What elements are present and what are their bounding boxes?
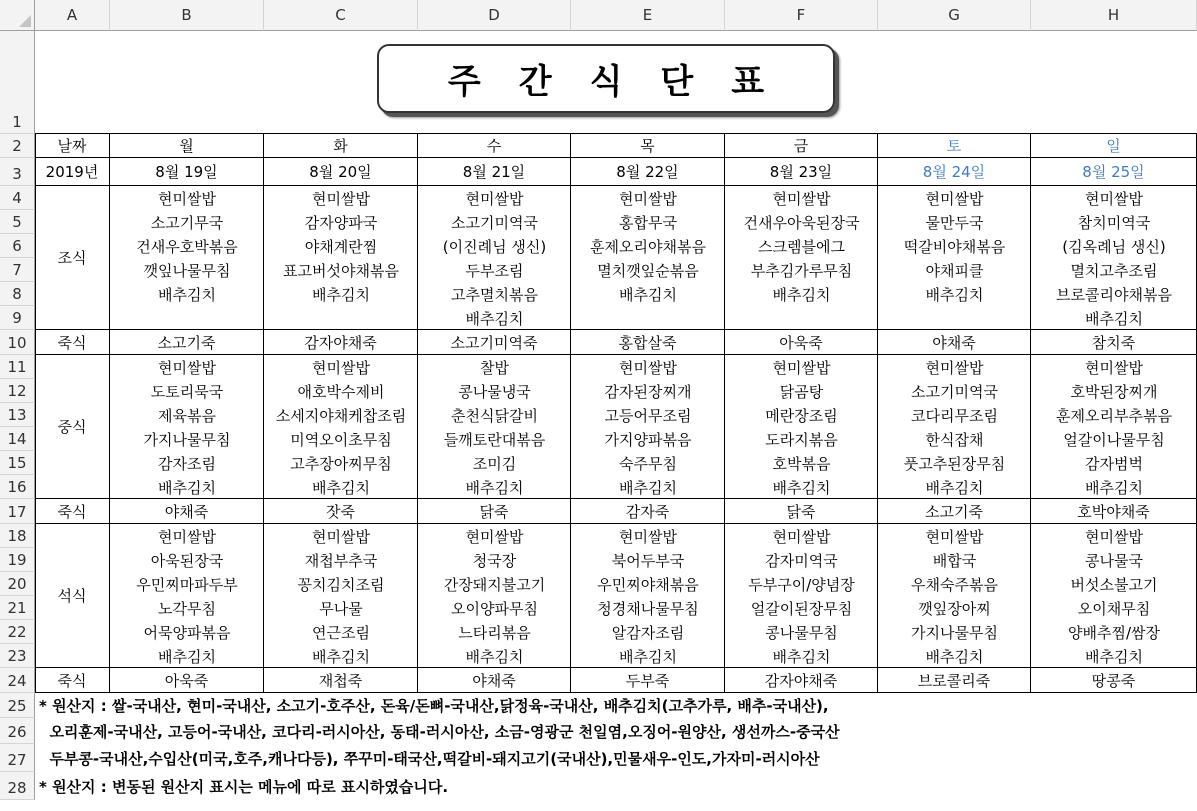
row-header-11[interactable]: 11	[0, 355, 35, 379]
menu-item-cell[interactable]: 들깨토란대볶음	[443, 430, 546, 449]
row-header-15[interactable]: 15	[0, 451, 35, 475]
menu-item-cell[interactable]: 배추김치	[619, 285, 677, 304]
meal-label-cell[interactable]: 죽식	[35, 330, 110, 355]
year-cell[interactable]: 2019년	[35, 158, 110, 186]
menu-item-cell[interactable]: 고추장아찌무침	[290, 454, 392, 473]
menu-item-cell[interactable]	[878, 306, 1031, 330]
porridge-cell[interactable]: 홍합살죽	[571, 330, 725, 355]
menu-item-cell[interactable]: 소고기무국	[150, 213, 224, 232]
menu-item-cell[interactable]: 브로콜리야채볶음	[1056, 285, 1172, 304]
menu-item-cell[interactable]: 한식잡채	[925, 430, 984, 449]
menu-item-cell[interactable]: 현미쌀밥	[772, 358, 831, 377]
meal-label-cell[interactable]: 죽식	[35, 668, 110, 693]
menu-item-cell[interactable]: 버섯소불고기	[1070, 575, 1158, 594]
menu-item-cell[interactable]: 감자조림	[158, 454, 216, 473]
menu-item-cell[interactable]: 양배추찜/쌈장	[1068, 623, 1160, 642]
menu-item-cell[interactable]: 콩나물국	[1085, 551, 1143, 570]
menu-item-cell[interactable]: 호박된장찌개	[1070, 382, 1158, 401]
column-header-c[interactable]: C	[264, 0, 418, 31]
porridge-cell[interactable]: 닭죽	[418, 499, 571, 524]
porridge-cell[interactable]: 닭죽	[725, 499, 878, 524]
menu-item-cell[interactable]: 현미쌀밥	[619, 358, 677, 377]
column-header-b[interactable]: B	[110, 0, 264, 31]
menu-item-cell[interactable]: 야채계란찜	[304, 237, 378, 256]
menu-item-cell[interactable]: 배추김치	[772, 285, 831, 304]
menu-item-cell[interactable]: 얼갈이나물무침	[1063, 430, 1165, 449]
menu-item-cell[interactable]	[110, 306, 264, 330]
menu-item-cell[interactable]: 제육볶음	[158, 406, 216, 425]
row-header-8[interactable]: 8	[0, 282, 35, 306]
porridge-cell[interactable]: 아욱죽	[110, 668, 264, 693]
menu-item-cell[interactable]: 현미쌀밥	[312, 358, 370, 377]
menu-item-cell[interactable]: 떡갈비야채볶음	[903, 237, 1006, 256]
menu-item-cell[interactable]: 배추김치	[772, 647, 831, 666]
menu-item-cell[interactable]: 느타리볶음	[458, 623, 531, 642]
menu-item-cell[interactable]: 배합국	[932, 551, 977, 570]
menu-item-cell[interactable]: 아욱된장국	[150, 551, 224, 570]
row-header-28[interactable]: 28	[0, 772, 35, 800]
porridge-cell[interactable]: 잣죽	[264, 499, 418, 524]
menu-item-cell[interactable]: 야채피클	[925, 261, 984, 280]
row-header-27[interactable]: 27	[0, 744, 35, 772]
menu-item-cell[interactable]: 현미쌀밥	[925, 358, 984, 377]
menu-item-cell[interactable]: 가지나물무침	[911, 623, 998, 642]
menu-item-cell[interactable]: 감자미역국	[765, 551, 838, 570]
menu-item-cell[interactable]: 미역오이초무침	[290, 430, 392, 449]
day-header-cell[interactable]: 화	[264, 134, 418, 158]
menu-item-cell[interactable]: 홍합무국	[619, 213, 677, 232]
menu-item-cell[interactable]: 얼갈이된장무침	[750, 599, 853, 618]
porridge-cell[interactable]: 브로콜리죽	[878, 668, 1031, 693]
menu-item-cell[interactable]: 현미쌀밥	[772, 527, 831, 546]
menu-item-cell[interactable]: 현미쌀밥	[158, 189, 216, 208]
menu-item-cell[interactable]: 소고기미역국	[451, 213, 538, 232]
menu-item-cell[interactable]: 표고버섯야채볶음	[283, 261, 399, 280]
porridge-cell[interactable]: 재첩죽	[264, 668, 418, 693]
menu-item-cell[interactable]: 배추김치	[619, 647, 677, 666]
column-header-d[interactable]: D	[418, 0, 571, 31]
menu-item-cell[interactable]: 북어두부국	[611, 551, 685, 570]
row-header-21[interactable]: 21	[0, 596, 35, 620]
menu-item-cell[interactable]: 현미쌀밥	[1085, 189, 1143, 208]
menu-item-cell[interactable]: 배추김치	[312, 285, 370, 304]
menu-item-cell[interactable]: 배추김치	[1085, 309, 1143, 328]
menu-item-cell[interactable]: 고추멸치볶음	[451, 285, 538, 304]
menu-item-cell[interactable]: 숙주무침	[619, 454, 677, 473]
menu-item-cell[interactable]: 배추김치	[619, 478, 677, 497]
menu-item-cell[interactable]: 현미쌀밥	[619, 189, 677, 208]
menu-item-cell[interactable]: 청국장	[472, 551, 517, 570]
date-cell[interactable]: 8월 23일	[725, 158, 878, 186]
row-header-18[interactable]: 18	[0, 524, 35, 548]
menu-item-cell[interactable]: 현미쌀밥	[772, 189, 831, 208]
row-header-26[interactable]: 26	[0, 718, 35, 744]
menu-item-cell[interactable]: 멸치고추조림	[1070, 261, 1158, 280]
menu-item-cell[interactable]: 메란장조림	[765, 406, 838, 425]
menu-item-cell[interactable]: 가지나물무침	[143, 430, 231, 449]
menu-item-cell[interactable]: 현미쌀밥	[1085, 527, 1143, 546]
row-header-12[interactable]: 12	[0, 379, 35, 403]
day-header-cell[interactable]: 월	[110, 134, 264, 158]
origin-note-line[interactable]: * 원산지 : 쌀-국내산, 현미-국내산, 소고기-호주산, 돈육/돈뼈-국내산,닭정육-국내산, 배추김치(고추가루, 배추-국내산),	[39, 697, 829, 715]
menu-item-cell[interactable]: 배추김치	[1085, 647, 1143, 666]
column-header-g[interactable]: G	[878, 0, 1031, 31]
row-header-4[interactable]: 4	[0, 186, 35, 210]
menu-item-cell[interactable]: 배추김치	[158, 647, 216, 666]
menu-item-cell[interactable]: 현미쌀밥	[925, 189, 984, 208]
column-header-e[interactable]: E	[571, 0, 725, 31]
cell-grid	[35, 31, 1197, 811]
row-header-10[interactable]: 10	[0, 330, 35, 355]
porridge-cell[interactable]: 호박야채죽	[1031, 499, 1197, 524]
menu-item-cell[interactable]: 훈제오리야채볶음	[590, 237, 706, 256]
date-cell[interactable]: 8월 19일	[110, 158, 264, 186]
menu-item-cell[interactable]: 감자양파국	[304, 213, 378, 232]
date-cell[interactable]: 8월 21일	[418, 158, 571, 186]
menu-item-cell[interactable]: 현미쌀밥	[1085, 358, 1143, 377]
row-header-20[interactable]: 20	[0, 572, 35, 596]
row-header-3[interactable]: 3	[0, 158, 35, 186]
menu-item-cell[interactable]: 감자범벅	[1085, 454, 1143, 473]
origin-note-line[interactable]: 오리훈제-국내산, 고등어-국내산, 코다리-러시아산, 동태-러시아산, 소금-영광군 천일염,오징어-원양산, 생선까스-중국산	[39, 722, 840, 741]
menu-item-cell[interactable]: 조미김	[472, 454, 517, 473]
row-header-19[interactable]: 19	[0, 548, 35, 572]
menu-item-cell[interactable]	[571, 306, 725, 330]
row-header-22[interactable]: 22	[0, 620, 35, 644]
porridge-cell[interactable]: 소고기죽	[878, 499, 1031, 524]
porridge-cell[interactable]: 땅콩죽	[1031, 668, 1197, 693]
day-header-cell[interactable]: 목	[571, 134, 725, 158]
menu-item-cell[interactable]: 배추김치	[1085, 478, 1143, 497]
date-cell[interactable]: 8월 25일	[1031, 158, 1197, 186]
porridge-cell[interactable]: 감자죽	[571, 499, 725, 524]
menu-item-cell[interactable]: 오이양파무침	[451, 599, 538, 618]
menu-item-cell[interactable]: 도토리묵국	[150, 382, 224, 401]
menu-item-cell[interactable]: 우민찌야채볶음	[597, 575, 699, 594]
menu-item-cell[interactable]: 깻잎나물무침	[143, 261, 231, 280]
menu-item-cell[interactable]: 오이채무침	[1077, 599, 1151, 618]
menu-item-cell[interactable]: 우민찌마파두부	[136, 575, 238, 594]
porridge-cell[interactable]: 야채죽	[878, 330, 1031, 355]
menu-item-cell[interactable]: 배추김치	[158, 478, 216, 497]
menu-item-cell[interactable]: 배추김치	[465, 478, 524, 497]
menu-item-cell[interactable]: 스크렘블에그	[758, 237, 845, 256]
menu-item-cell[interactable]: 가지양파볶음	[604, 430, 692, 449]
menu-item-cell[interactable]: 현미쌀밥	[158, 358, 216, 377]
menu-item-cell[interactable]: 호박볶음	[772, 454, 831, 473]
menu-item-cell[interactable]: 현미쌀밥	[312, 189, 370, 208]
porridge-cell[interactable]: 소고기미역죽	[418, 330, 571, 355]
porridge-cell[interactable]: 야채죽	[418, 668, 571, 693]
porridge-cell[interactable]: 야채죽	[110, 499, 264, 524]
menu-item-cell[interactable]: 연근조림	[312, 623, 370, 642]
menu-item-cell[interactable]: 배추김치	[158, 285, 216, 304]
menu-item-cell[interactable]: 우채숙주볶음	[911, 575, 998, 594]
meal-label-cell[interactable]: 조식	[35, 186, 110, 330]
date-cell[interactable]: 8월 24일	[878, 158, 1031, 186]
meal-label-cell[interactable]: 중식	[35, 355, 110, 499]
row-header-1[interactable]: 1	[0, 31, 35, 134]
date-cell[interactable]: 8월 20일	[264, 158, 418, 186]
row-header-23[interactable]: 23	[0, 644, 35, 668]
menu-item-cell[interactable]: 소세지야채케찹조림	[275, 406, 407, 425]
menu-item-cell[interactable]: 청경채나물무침	[597, 599, 699, 618]
menu-item-cell[interactable]: 두부조림	[465, 261, 524, 280]
row-header-2[interactable]: 2	[0, 134, 35, 158]
column-header-a[interactable]: A	[35, 0, 110, 31]
menu-item-cell[interactable]: 풋고추된장무침	[903, 454, 1006, 473]
menu-item-cell[interactable]: 도라지볶음	[765, 430, 838, 449]
menu-item-cell[interactable]: 감자된장찌개	[604, 382, 692, 401]
column-header-f[interactable]: F	[725, 0, 878, 31]
row-header-25[interactable]: 25	[0, 693, 35, 718]
menu-item-cell[interactable]: 배추김치	[465, 647, 524, 666]
row-header-9[interactable]: 9	[0, 306, 35, 330]
day-header-cell[interactable]: 토	[878, 134, 1031, 158]
title-box[interactable]	[377, 44, 835, 113]
menu-item-cell[interactable]: 배추김치	[772, 478, 831, 497]
row-header-24[interactable]: 24	[0, 668, 35, 693]
row-header-17[interactable]: 17	[0, 499, 35, 524]
menu-item-cell[interactable]: 배추김치	[925, 285, 984, 304]
porridge-cell[interactable]: 감자야채죽	[264, 330, 418, 355]
menu-item-cell[interactable]: 배추김치	[312, 647, 370, 666]
menu-item-cell[interactable]	[264, 306, 418, 330]
porridge-cell[interactable]: 두부죽	[571, 668, 725, 693]
menu-item-cell[interactable]: 현미쌀밥	[158, 527, 216, 546]
day-header-cell[interactable]: 일	[1031, 134, 1197, 158]
meal-label-cell[interactable]: 죽식	[35, 499, 110, 524]
menu-item-cell[interactable]: 닭곰탕	[779, 382, 824, 401]
menu-item-cell[interactable]: 현미쌀밥	[619, 527, 677, 546]
menu-item-cell[interactable]: 어묵양파볶음	[143, 623, 231, 642]
page-title: 주간식단표	[447, 62, 803, 102]
menu-item-cell[interactable]: 노각무침	[158, 599, 216, 618]
menu-item-cell[interactable]: 깻잎장아찌	[918, 599, 991, 618]
column-header-h[interactable]: H	[1031, 0, 1197, 31]
menu-item-cell[interactable]: 애호박수제비	[297, 382, 385, 401]
porridge-cell[interactable]: 소고기죽	[110, 330, 264, 355]
menu-item-cell[interactable]	[725, 306, 878, 330]
row-header-7[interactable]: 7	[0, 258, 35, 282]
select-all-corner[interactable]	[0, 0, 35, 31]
row-header-16[interactable]: 16	[0, 475, 35, 499]
menu-item-cell[interactable]: 참치미역국	[1077, 213, 1151, 232]
menu-item-cell[interactable]: 꽁치김치조림	[297, 575, 385, 594]
date-label-cell[interactable]: 날짜	[35, 134, 110, 158]
origin-note-line[interactable]: 두부콩-국내산,수입산(미국,호주,캐나다등), 쭈꾸미-태국산,떡갈비-돼지고기(국내산),민물새우-인도,가자미-러시아산	[39, 749, 820, 768]
day-header-cell[interactable]: 수	[418, 134, 571, 158]
menu-item-cell[interactable]: 현미쌀밥	[465, 527, 524, 546]
origin-note-line[interactable]: * 원산지 : 변동된 원산지 표시는 메뉴에 따로 표시하였습니다.	[39, 777, 449, 796]
menu-item-cell[interactable]: 재첩부추국	[304, 551, 378, 570]
meal-label-cell[interactable]: 석식	[35, 524, 110, 668]
menu-item-cell[interactable]: 코다리무조림	[911, 406, 998, 425]
menu-item-cell[interactable]: 무나물	[319, 599, 363, 618]
menu-item-cell[interactable]: 알감자조림	[611, 623, 685, 642]
menu-item-cell[interactable]: 배추김치	[465, 309, 524, 328]
menu-item-cell[interactable]: 현미쌀밥	[312, 527, 370, 546]
row-header-14[interactable]: 14	[0, 427, 35, 451]
menu-item-cell[interactable]: 배추김치	[312, 478, 370, 497]
porridge-cell[interactable]: 아욱죽	[725, 330, 878, 355]
menu-item-cell[interactable]: 찰밥	[480, 358, 509, 377]
menu-item-cell[interactable]: 두부구이/양념장	[748, 575, 855, 594]
menu-item-cell[interactable]: (김옥례님 생신)	[1062, 237, 1166, 256]
menu-item-cell[interactable]: 건새우아욱된장국	[743, 213, 860, 232]
menu-item-cell[interactable]: 배추김치	[925, 647, 984, 666]
row-header-5[interactable]: 5	[0, 210, 35, 234]
menu-item-cell[interactable]: 고등어무조림	[604, 406, 692, 425]
menu-item-cell[interactable]: 간장돼지불고기	[443, 575, 546, 594]
menu-item-cell[interactable]: 콩나물무침	[765, 623, 838, 642]
menu-item-cell[interactable]: 훈제오리부추볶음	[1056, 406, 1172, 425]
menu-item-cell[interactable]: 물만두국	[925, 213, 984, 232]
menu-item-cell[interactable]: 배추김치	[925, 478, 984, 497]
porridge-cell[interactable]: 감자야채죽	[725, 668, 878, 693]
menu-item-cell[interactable]: 현미쌀밥	[465, 189, 524, 208]
porridge-cell[interactable]: 참치죽	[1031, 330, 1197, 355]
menu-item-cell[interactable]: 현미쌀밥	[925, 527, 984, 546]
menu-item-cell[interactable]: 건새우호박볶음	[136, 237, 238, 256]
date-cell[interactable]: 8월 22일	[571, 158, 725, 186]
row-header-6[interactable]: 6	[0, 234, 35, 258]
day-header-cell[interactable]: 금	[725, 134, 878, 158]
menu-item-cell[interactable]: 춘천식닭갈비	[451, 406, 538, 425]
menu-item-cell[interactable]: 소고기미역국	[911, 382, 998, 401]
menu-item-cell[interactable]: 멸치깻잎순볶음	[597, 261, 699, 280]
menu-item-cell[interactable]: (이진례님 생신)	[442, 237, 547, 256]
menu-item-cell[interactable]: 부추김가루무침	[750, 261, 853, 280]
menu-item-cell[interactable]: 콩나물냉국	[458, 382, 531, 401]
row-header-13[interactable]: 13	[0, 403, 35, 427]
